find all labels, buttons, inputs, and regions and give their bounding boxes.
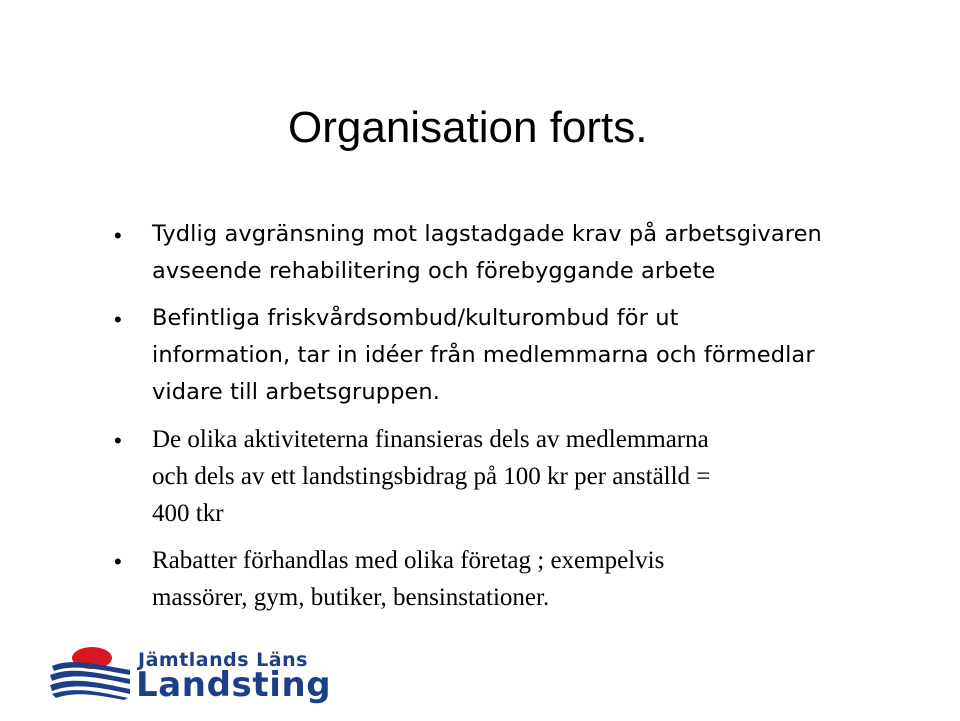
bullet-line: Tydlig avgränsning mot lagstadgade krav på arbetsgivaren [152, 221, 822, 247]
logo-text-line1: Jämtlands Läns [138, 649, 308, 671]
bullet-item [110, 216, 850, 290]
bullet-line: Befintliga friskvårdsombud/kulturombud för ut [152, 305, 679, 331]
landsting-emblem-icon [48, 644, 132, 700]
bullet-text [152, 542, 850, 616]
landsting-logo [48, 642, 348, 705]
bullet-dot-icon: • [114, 307, 122, 332]
bullet-text [152, 421, 850, 532]
bullet-line: information, tar in idéer från medlemmarna och förmedlar [152, 342, 815, 368]
bullet-line: massörer, gym, butiker, bensinstationer. [152, 584, 550, 611]
bullet-line: Rabatter förhandlas med olika företag ; exempelvis [152, 547, 665, 574]
logo-text-line2: Landsting [136, 665, 332, 705]
bullet-line: avseende rehabilitering och förebyggande arbete [152, 258, 716, 284]
bullet-text [152, 300, 850, 411]
slide-title: Organisation forts. [288, 103, 648, 152]
bullet-dot-icon: • [114, 223, 122, 248]
bullet-item [110, 542, 850, 616]
bullet-dot-icon: • [114, 549, 122, 574]
bullet-line: och dels av ett landstingsbidrag på 100 kr per anställd = [152, 463, 711, 490]
bullet-line: vidare till arbetsgruppen. [152, 379, 441, 405]
bullet-line: De olika aktiviteterna finansieras dels av medlemmarna [152, 426, 709, 453]
bullet-list [110, 216, 850, 626]
bullet-item [110, 421, 850, 532]
bullet-item [110, 300, 850, 411]
bullet-line: 400 tkr [152, 500, 224, 527]
bullet-dot-icon: • [114, 428, 122, 453]
bullet-text [152, 216, 850, 290]
